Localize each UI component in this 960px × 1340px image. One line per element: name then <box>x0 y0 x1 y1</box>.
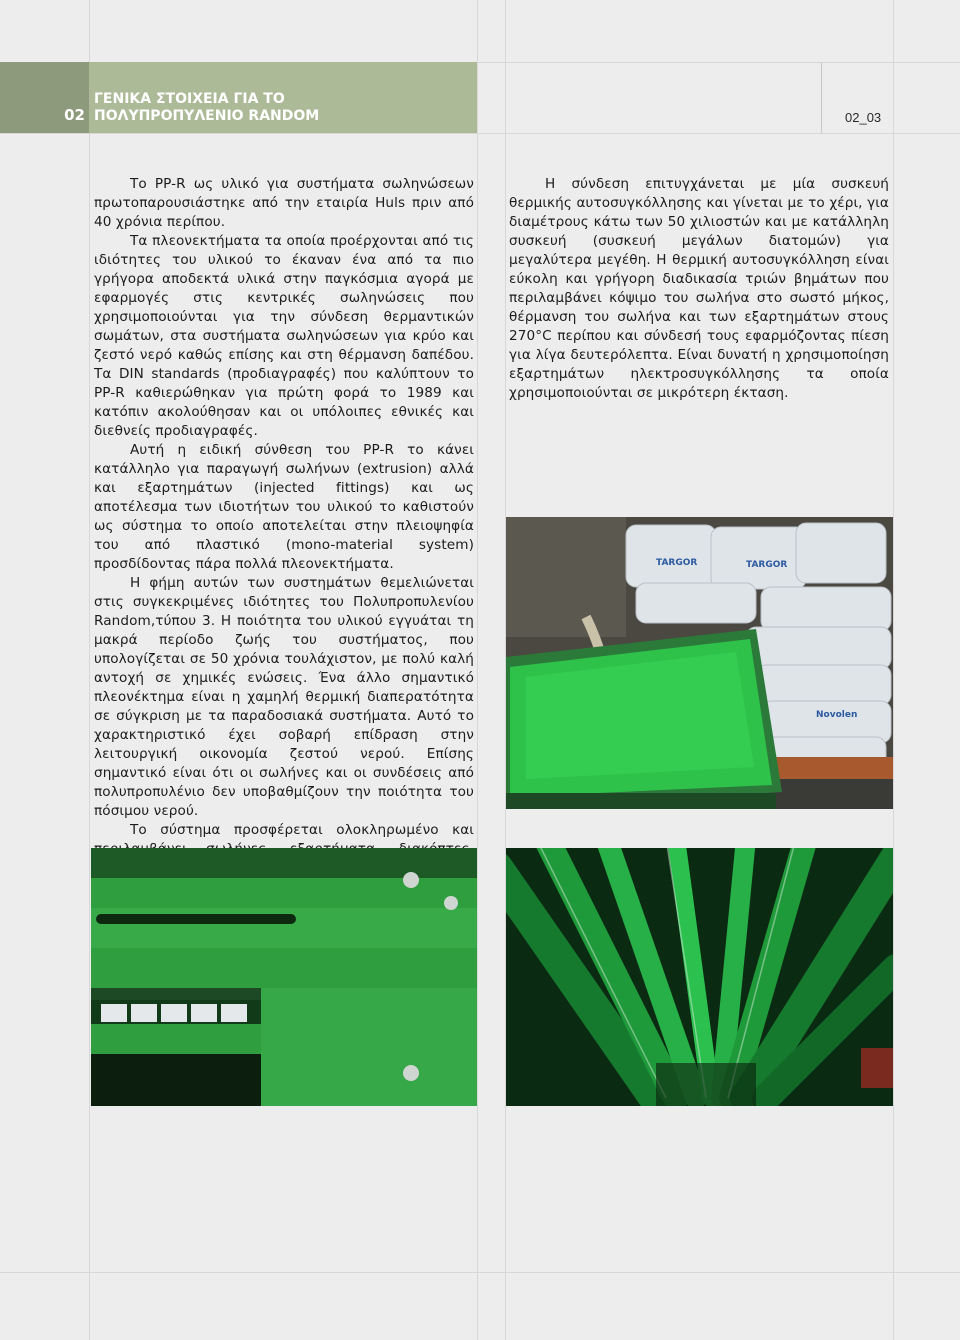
sack-brand-label: TARGOR <box>656 558 698 568</box>
guide-line <box>893 0 894 1340</box>
sack-brand-label: Novolen <box>816 710 858 720</box>
guide-line <box>0 1272 960 1273</box>
machine-illustration <box>91 848 477 1106</box>
machine-photo <box>91 848 477 1106</box>
paragraph: Το σύστημα προσφέρεται ολοκληρωμένο και <box>130 822 474 838</box>
header-separator <box>821 62 822 133</box>
chapter-number-text: 02 <box>64 106 85 124</box>
chapter-title-line2: ΠΟΛΥΠΡΟΠΥΛΕΝΙΟ RANDOM <box>94 108 320 124</box>
pipes-photo <box>506 848 893 1106</box>
paragraph: Η φήμη αυτών των συστημάτων θεμελιώνεται στις συγκεκριμένες ιδιότητες του Πολυπροπυλενίου Random,τύπου 3. Η ποιότητα του υλικού εγγυάται τη μακρά περίοδο ζωής του συστήματος, που υπολογίζεται σε 50 χρόνια τουλάχιστον, με πολύ καλή αντοχή σε χημικές ενώσεις. Ένα άλλο σημαντικό πλεονέκτημα είναι η χαμηλή θερμική διαπερατότητα σε σύγκριση με τα παραδοσιακά συστήματα. Αυτό το χαρακτηριστικό έχει σοβαρή επίδραση στην λειτουργική οικονομία ζεστού νερού. Επίσης σημαντικό είναι ότι οι σωλήνες και οι συνδέσεις από πολυπροπυλένιο δεν υποβαθμίζουν την ποιότητα του πόσιμου νερού. <box>94 575 474 819</box>
paragraph: Η σύνδεση επιτυγχάνεται με μία συσκευή θερμικής αυτοσυγκόλλησης και γίνεται με το χέρι, για διαμέτρους κάτω των 50 χιλιοστών και με κατάλληλη συσκευή (συσκευή μεγάλων διατομών) για μεγαλύτερα μεγέθη. Η θερμική αυτοσυγκόλληση είναι εύκολη και γρήγορη διαδικασία τριών βημάτων που περιλαμβάνει κόψιμο του σωλήνα στο σωστό μήκος, θέρμανση του σωλήνα και των εξαρτημάτων στους 270°C περίπου και σύνδεσή τους εφαρμόζοντας πίεση για λίγα δευτερόλεπτα. Είναι δυνατή η χρησιμοποίηση εξαρτημάτων ηλεκτροσυγκόλλησης τα οποία χρησιμοποιούνται σε μικρότερη έκταση. <box>509 176 889 401</box>
guide-line <box>477 0 478 1340</box>
chapter-title-bar <box>89 62 477 133</box>
paragraph: Τα πλεονεκτήματα τα οποία προέρχονται από τις ιδιότητες του υλικού το έκαναν ένα από τα πιο γρήγορα αποδεκτά υλικά στην παγκόσμια αγορά με εφαρμογές στις κεντρικές σωληνώσεις που χρησιμοποιούνται για την σύνδεση θερμαντικών σωμάτων, στα συστήματα σωληνώσεων για κρύο και ζεστό νερό καθώς επίσης και στη θέρμανση δαπέδου. Τα DIN standards (προδιαγραφές) που καλύπτουν το PP-R καθιερώθηκαν για πρώτη φορά το 1989 και κατόπιν ακολούθησαν και οι υπόλοιπες εθνικές και διεθνείς προδιαγραφές. <box>94 233 474 439</box>
chapter-title-line1: ΓΕΝΙΚΑ ΣΤΟΙΧΕΙΑ ΓΙΑ ΤΟ <box>94 91 285 107</box>
chapter-number <box>0 62 89 133</box>
pipes-illustration <box>506 848 893 1106</box>
granules-photo <box>506 517 893 809</box>
sack-brand-label: TARGOR <box>746 560 788 570</box>
guide-line <box>89 0 90 1340</box>
left-text-column <box>94 175 474 878</box>
page-label: 02_03 <box>845 110 882 125</box>
paragraph: Το PP-R ως υλικό για συστήματα σωληνώσεων πρωτοπαρουσιάστηκε από την εταιρία Huls πριν από 40 χρόνια περίπου. <box>94 176 474 230</box>
granules-illustration <box>506 517 893 809</box>
paragraph: Αυτή η ειδική σύνθεση του PP-R το κάνει κατάλληλο για παραγωγή σωλήνων (extrusion) αλλά και εξαρτημάτων (injected fittings) και ως αποτέλεσμα των ιδιοτήτων του υλικού το καθιστούν ως σύστημα το οποίο αποτελείται στην πλειοψηφία του από πλαστικό (mono-material system) προσδίδοντας πάρα πολλά πλεονεκτήματα. <box>94 442 474 572</box>
guide-line <box>0 133 960 134</box>
right-text-column <box>509 175 889 403</box>
